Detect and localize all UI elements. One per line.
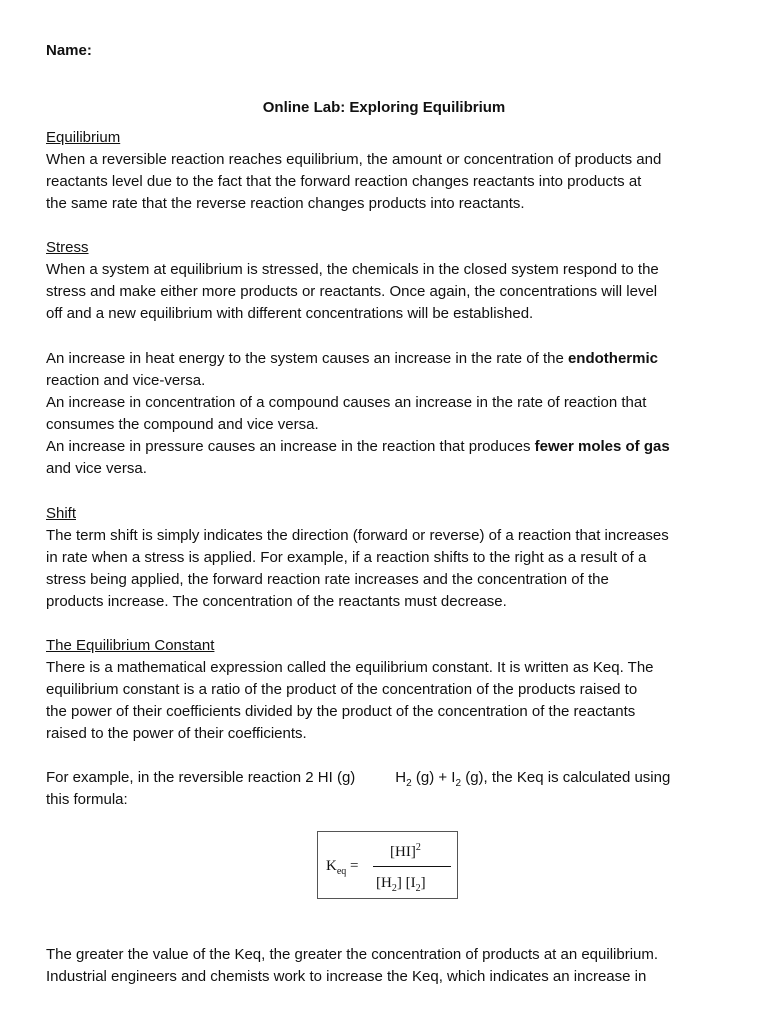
- formula-denominator: $[H_2]$ $[I_2]$: [376, 875, 426, 894]
- keq-symbol: $K_{eq}$ =: [326, 858, 359, 877]
- concentration-effect-cont: consumes the compound and vice versa.: [46, 416, 319, 433]
- formula-numerator: [HI]$^2$: [390, 842, 421, 860]
- paragraph-line: in rate when a stress is applied. For example, if a reaction shifts to the right as a result of a: [46, 549, 647, 566]
- equilibrium-heading: Equilibrium: [46, 129, 121, 146]
- paragraph-line: products increase. The concentration of the reactants must decrease.: [46, 593, 507, 610]
- stress-effects: [46, 348, 736, 480]
- paragraph-line: Industrial engineers and chemists work to increase the Keq, which indicates an increase in: [46, 968, 647, 985]
- paragraph-line: equilibrium constant is a ratio of the product of the concentration of the products raised to: [46, 681, 638, 698]
- shift-paragraph: [46, 525, 736, 613]
- paragraph-line: raised to the power of their coefficients.: [46, 725, 307, 742]
- paragraph-line: There is a mathematical expression called the equilibrium constant. It is written as Keq. The: [46, 659, 654, 676]
- paragraph-line: the power of their coefficients divided by the product of the concentration of the reactants: [46, 703, 636, 720]
- page-title: Online Lab: Exploring Equilibrium: [262, 99, 506, 116]
- name-label: Name:: [46, 42, 92, 59]
- stress-paragraph: [46, 259, 736, 325]
- paragraph-line: reactants level due to the fact that the forward reaction changes reactants into products at: [46, 173, 642, 190]
- reaction-line: For example, in the reversible reaction 2 HI (g) $H_2$ $(g) + I_2$ (g), the Keq is calculated using: [46, 769, 671, 789]
- heat-effect-line: An increase in heat energy to the system causes an increase in the rate of the endothermic: [46, 350, 658, 367]
- paragraph-line: When a system at equilibrium is stressed, the chemicals in the closed system respond to the: [46, 261, 659, 278]
- equilibrium-paragraph: [46, 149, 736, 215]
- fewer-moles-term: fewer moles of gas: [534, 438, 670, 455]
- pressure-effect-line: An increase in pressure causes an increase in the reaction that produces fewer moles of gas: [46, 438, 670, 455]
- paragraph-line: the same rate that the reverse reaction changes products into reactants.: [46, 195, 525, 212]
- paragraph-line: stress being applied, the forward reaction rate increases and the concentration of the: [46, 571, 609, 588]
- paragraph-line: The term shift is simply indicates the direction (forward or reverse) of a reaction that increases: [46, 527, 669, 544]
- stress-heading: Stress: [46, 239, 89, 256]
- constant-paragraph: [46, 657, 736, 745]
- keq-formula-box: [317, 831, 458, 899]
- fraction-bar: [373, 866, 451, 867]
- paragraph-line: off and a new equilibrium with different concentrations will be established.: [46, 305, 534, 322]
- closing-paragraph: [46, 944, 736, 988]
- paragraph-line: The greater the value of the Keq, the greater the concentration of products at an equilibrium.: [46, 946, 659, 963]
- reaction-line-cont: this formula:: [46, 791, 128, 808]
- shift-heading: Shift: [46, 505, 77, 522]
- paragraph-line: When a reversible reaction reaches equilibrium, the amount or concentration of products and: [46, 151, 662, 168]
- heat-effect-cont: reaction and vice-versa.: [46, 372, 206, 389]
- concentration-effect-line: An increase in concentration of a compound causes an increase in the rate of reaction that: [46, 394, 647, 411]
- constant-heading: The Equilibrium Constant: [46, 637, 215, 654]
- reaction-reactant: For example, in the reversible reaction 2 HI (g): [46, 769, 356, 786]
- pressure-effect-cont: and vice versa.: [46, 460, 147, 477]
- endothermic-term: endothermic: [567, 350, 658, 367]
- example-paragraph: [46, 767, 736, 811]
- paragraph-line: stress and make either more products or reactants. Once again, the concentrations will level: [46, 283, 658, 300]
